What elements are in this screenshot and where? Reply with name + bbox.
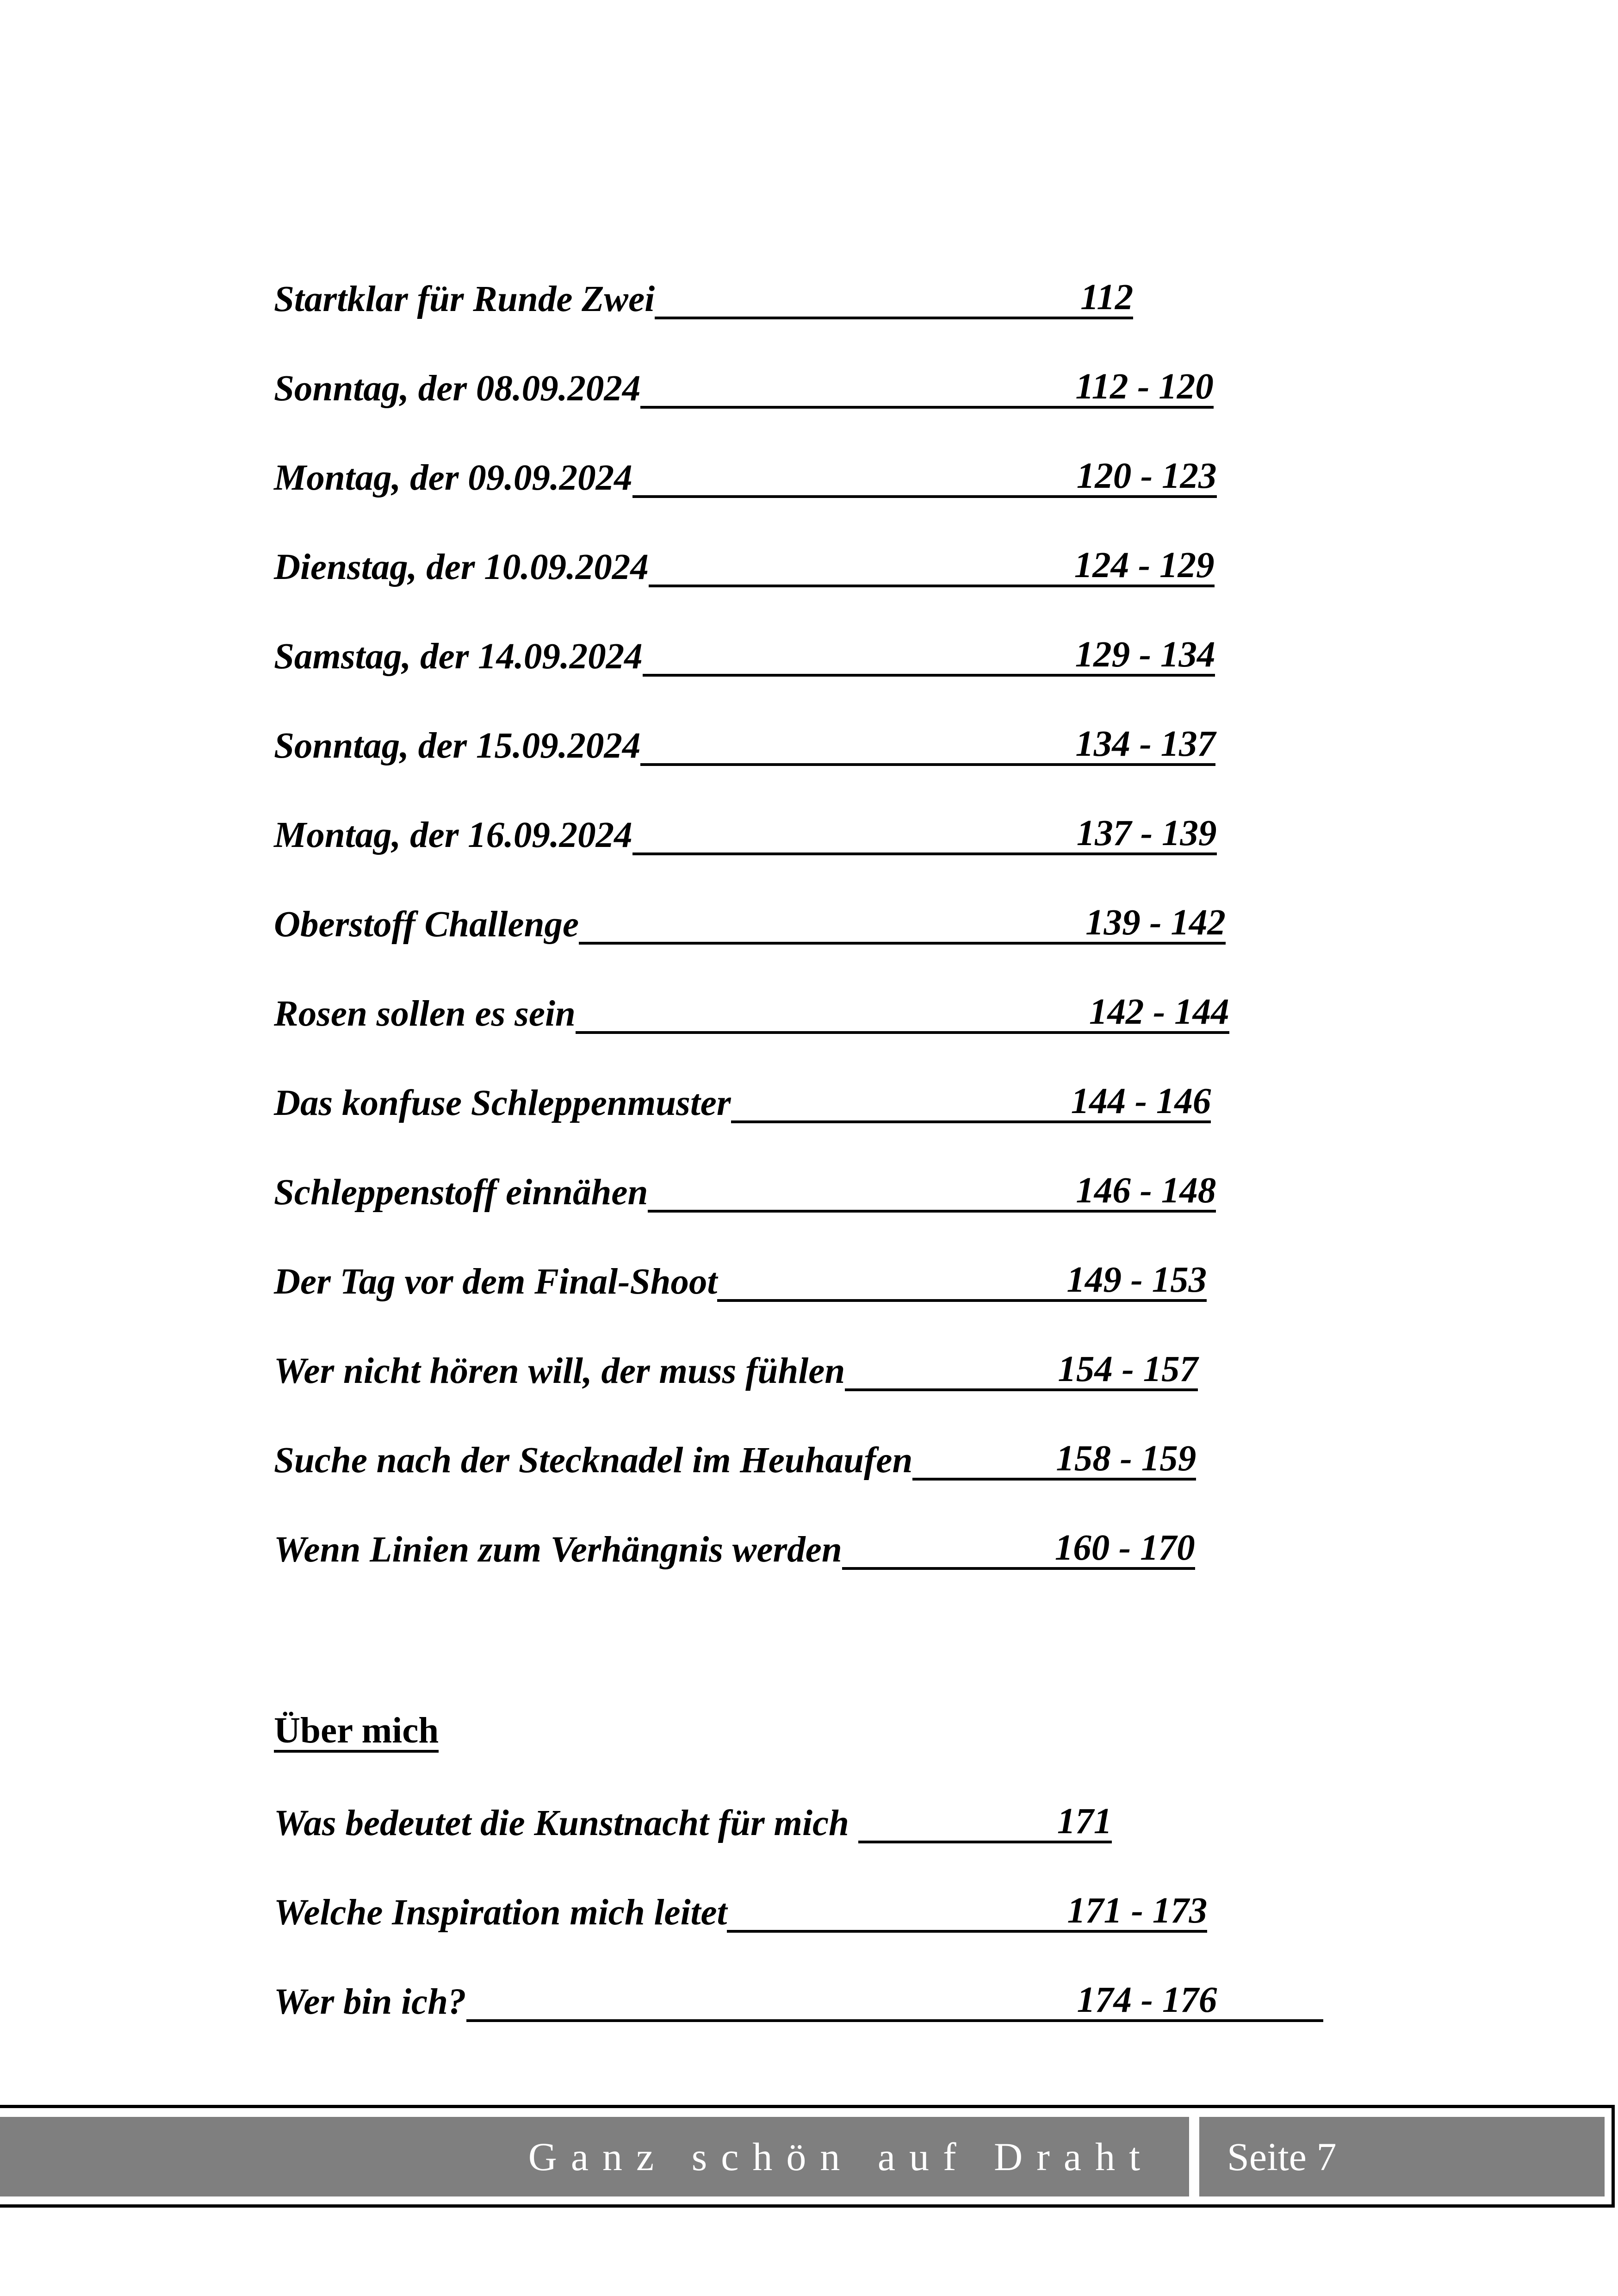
toc-entry[interactable] [274, 720, 1215, 766]
toc-leader [845, 1388, 1058, 1391]
toc-entry-pages: 146 - 148 [1076, 1172, 1216, 1213]
toc-entry-pages: 158 - 159 [1056, 1440, 1196, 1481]
toc-entry[interactable] [274, 1797, 1112, 1843]
toc-leader [466, 2019, 1077, 2022]
toc-entry-pages: 160 - 170 [1055, 1530, 1195, 1570]
toc-leader [727, 1929, 1067, 1933]
toc-entry[interactable] [274, 1434, 1196, 1481]
toc-leader [640, 405, 1075, 409]
toc-entry[interactable] [274, 273, 1133, 319]
toc-entry[interactable] [274, 1256, 1207, 1302]
toc-entry-title: Was bedeutet die Kunstnacht für mich [274, 1803, 858, 1843]
toc-entry-title: Wer bin ich? [274, 1982, 466, 2022]
toc-leader [579, 941, 1085, 945]
toc-entry-pages: 129 - 134 [1075, 636, 1215, 677]
toc-entry-pages: 171 [1057, 1803, 1112, 1843]
toc-entry[interactable] [274, 1886, 1207, 1933]
toc-entry[interactable] [274, 988, 1229, 1034]
toc-leader [640, 763, 1075, 766]
toc-entry-title: Suche nach der Stecknadel im Heuhaufen [274, 1440, 913, 1481]
toc-entry-pages: 154 - 157 [1058, 1351, 1198, 1391]
toc-entry[interactable] [274, 362, 1214, 409]
toc-entry-pages: 134 - 137 [1075, 726, 1215, 766]
toc-entry-pages: 174 - 176 [1077, 1982, 1217, 2022]
toc-entry[interactable] [274, 630, 1215, 677]
toc-entry-title: Montag, der 09.09.2024 [274, 458, 632, 498]
toc-entry-title: Wenn Linien zum Verhängnis werden [274, 1530, 842, 1570]
toc-entry-pages: 112 [1080, 279, 1133, 319]
toc-entry-pages: 171 - 173 [1067, 1892, 1207, 1933]
toc-entry-title: Der Tag vor dem Final-Shoot [274, 1262, 718, 1302]
toc-leader [858, 1840, 1057, 1843]
toc-entry-title: Sonntag, der 08.09.2024 [274, 368, 641, 409]
footer-page-box [1199, 2117, 1605, 2196]
toc-leader [717, 1299, 1066, 1302]
toc-entry-pages: 137 - 139 [1077, 815, 1217, 855]
section-heading-about: Über mich [274, 1712, 439, 1753]
toc-entry-title: Oberstoff Challenge [274, 904, 579, 945]
toc-entry-title: Schleppenstoff einnähen [274, 1172, 648, 1213]
toc-leader [643, 673, 1075, 677]
toc-entry-pages: 149 - 153 [1066, 1262, 1207, 1302]
toc-leader [731, 1120, 1071, 1123]
toc-leader [648, 1209, 1076, 1213]
toc-entry-title: Startklar für Runde Zwei [274, 279, 655, 319]
toc-entry[interactable] [274, 452, 1217, 498]
footer-title: Ganz schön auf Draht [528, 2134, 1154, 2179]
toc-leader [842, 1567, 1055, 1570]
toc-entry-title: Rosen sollen es sein [274, 994, 576, 1034]
toc-entry-title: Montag, der 16.09.2024 [274, 815, 632, 855]
toc-entry[interactable] [274, 1166, 1216, 1213]
toc-entry[interactable] [274, 541, 1215, 587]
footer-page-number: Seite 7 [1227, 2134, 1337, 2179]
toc-leader [649, 584, 1074, 587]
toc-leader [912, 1477, 1056, 1481]
toc-entry[interactable] [274, 1524, 1195, 1570]
toc-entry-title: Wer nicht hören will, der muss fühlen [274, 1351, 845, 1391]
toc-entry-title: Welche Inspiration mich leitet [274, 1892, 727, 1933]
toc-entry-pages: 144 - 146 [1071, 1083, 1211, 1123]
toc-entry-title: Das konfuse Schleppenmuster [274, 1083, 731, 1123]
toc-leader [632, 495, 1077, 498]
toc-trailing-rule [1217, 2019, 1323, 2022]
toc-entry-pages: 139 - 142 [1085, 904, 1226, 945]
toc-entry-title: Samstag, der 14.09.2024 [274, 636, 643, 677]
toc-entry[interactable] [274, 1345, 1198, 1391]
toc-entry-pages: 142 - 144 [1089, 994, 1229, 1034]
toc-entry[interactable] [274, 809, 1217, 855]
toc-entry[interactable] [274, 898, 1226, 945]
toc-entry-title: Sonntag, der 15.09.2024 [274, 726, 641, 766]
toc-entry-title: Dienstag, der 10.09.2024 [274, 547, 649, 587]
footer-title-box [0, 2117, 1189, 2196]
toc-leader [576, 1031, 1089, 1034]
toc-entry-pages: 112 - 120 [1075, 368, 1213, 409]
toc-leader [632, 852, 1077, 855]
toc-entry[interactable] [274, 1077, 1211, 1123]
toc-entry-pages: 124 - 129 [1074, 547, 1215, 587]
toc-leader [655, 316, 1080, 319]
toc-entry-pages: 120 - 123 [1077, 458, 1217, 498]
toc-entry[interactable] [274, 1976, 1323, 2022]
